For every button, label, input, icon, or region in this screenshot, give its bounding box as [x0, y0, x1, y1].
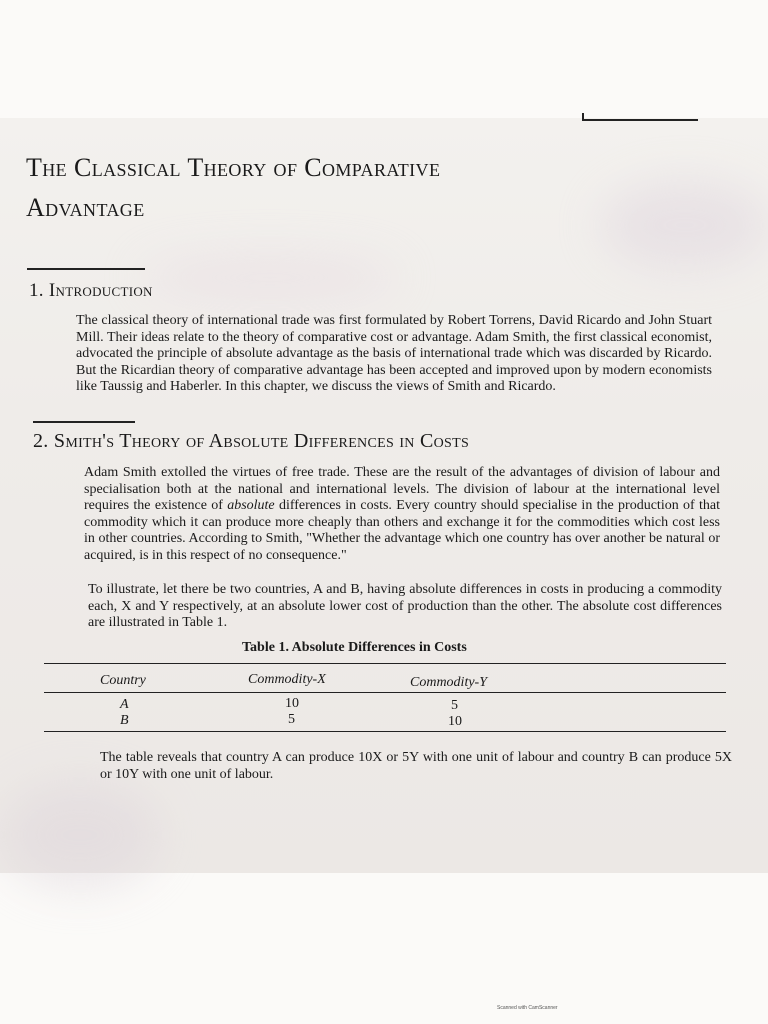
chapter-title: [26, 148, 626, 228]
section-heading-introduction: 1. Introduction: [29, 280, 153, 301]
scan-smudge: [140, 255, 400, 300]
table-explanation-paragraph: The table reveals that country A can produce 10X or 5Y with one unit of labour and country B can produce 5X or 10Y with one unit of labour.: [100, 750, 732, 782]
smith-paragraph-text: Adam Smith extolled the virtues of free trade. These are the result of the advantages of division of labour and specialisation both at the national and international levels. The division of labour at the international level requires the existence of: [84, 465, 720, 514]
introduction-paragraph: The classical theory of international trade was first formulated by Robert Torrens, David Ricardo and John Stuart Mill. Their ideas relate to the theory of comparative cost or advantage. Adam Smith, the first classical economist, advocated the principle of absolute advantage as the basis of international trade which was discarded by Ricardo. But the Ricardian theory of comparative advantage has been accepted and improved upon by modern economists like Taussig and Haberler. In this chapter, we discuss the views of Smith and Ricardo.: [76, 313, 712, 395]
smith-paragraph: [84, 465, 720, 565]
chapter-title-line-2: Advantage: [26, 193, 145, 222]
table-cell-b-commodity-y: 10: [448, 714, 462, 729]
table-header-rule: [44, 692, 726, 693]
table-cell-country-a: A: [120, 697, 129, 712]
emphasis-absolute: absolute: [227, 498, 275, 514]
table-title: Table 1. Absolute Differences in Costs: [242, 640, 467, 655]
section-rule: [27, 268, 145, 270]
illustration-paragraph: To illustrate, let there be two countries, A and B, having absolute differences in costs in producing a commodity each, X and Y respectively, at an absolute lower cost of production than the other. The absolute cost differences are illustrated in Table 1.: [88, 582, 722, 631]
smith-paragraph-text-cont: differences in costs. Every country should specialise in the production of that commodity which it can produce more cheaply than others and exchange it for the commodities which cost less in other countries. According to Smith, "Whether the advantage which one country has over another be natural or acquired, is in this respect of no consequence.": [84, 498, 720, 563]
table-bottom-rule: [44, 731, 726, 732]
section-heading-smith-theory: 2. Smith's Theory of Absolute Differences in Costs: [33, 430, 470, 452]
scan-smudge: [0, 780, 160, 890]
top-corner-rule: [582, 119, 698, 121]
table-header-commodity-x: Commodity-X: [248, 672, 326, 687]
table-cell-a-commodity-y: 5: [451, 698, 458, 713]
chapter-title-line-1: The Classical Theory of Comparative: [26, 153, 441, 182]
table-header-country: Country: [100, 673, 146, 688]
scanner-watermark: Scanned with CamScanner: [497, 1005, 558, 1011]
table-cell-b-commodity-x: 5: [288, 712, 295, 727]
table-header-commodity-y: Commodity-Y: [410, 675, 487, 690]
table-cell-country-b: B: [120, 713, 129, 728]
table-top-rule: [44, 663, 726, 664]
table-cell-a-commodity-x: 10: [285, 696, 299, 711]
section-rule: [33, 421, 135, 423]
